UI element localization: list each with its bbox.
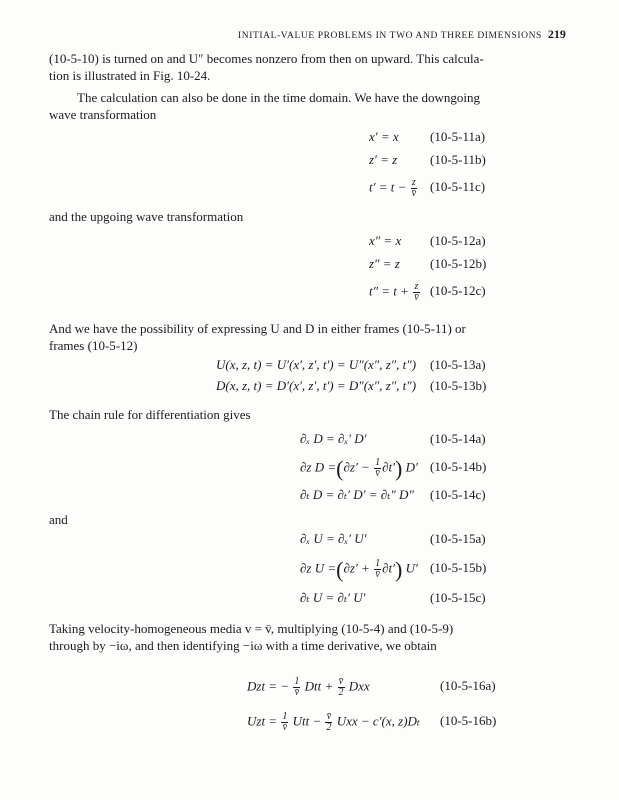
equation-10-5-11a: x′ = x — [369, 129, 399, 144]
paragraph-5: The chain rule for differentiation gives — [49, 407, 251, 422]
equation-10-5-11b: z′ = z — [369, 152, 398, 167]
paragraph-6: and — [49, 512, 68, 527]
equation-number: (10-5-11c) — [430, 179, 486, 194]
paragraph-line: And we have the possibility of expressing U and D in either frames (10-5-11) or — [49, 321, 466, 336]
paragraph-line: The calculation can also be done in the time domain. We have the downgoing — [77, 90, 481, 105]
paragraph-2 — [49, 89, 500, 123]
equation-number: (10-5-12b) — [430, 256, 487, 271]
equation-number: (10-5-16a) — [440, 678, 496, 693]
paragraph-line: wave transformation — [49, 107, 157, 122]
paragraph-3: and the upgoing wave transformation — [49, 209, 244, 224]
paragraph-7 — [49, 620, 500, 654]
equation-10-5-14c: ∂ₜ D = ∂ₜ′ D′ = ∂ₜ″ D″ — [300, 487, 414, 502]
equation-number: (10-5-14b) — [430, 459, 487, 474]
fraction: $\frac{z}{v̄}$ — [414, 281, 419, 303]
equation-10-5-16b: Uzt = $\frac{1}{v̄}$ Utt − $\frac{v̄}{2}$ Uxx − c′(x, z)Dₜ — [247, 711, 421, 733]
equation-number: (10-5-14c) — [430, 487, 486, 502]
paragraph-1 — [49, 50, 500, 84]
equation-10-5-12b: z″ = z — [369, 256, 400, 271]
equation-number: (10-5-16b) — [440, 713, 497, 728]
equation-number: (10-5-12c) — [430, 283, 486, 298]
equation-number: (10-5-13b) — [430, 378, 487, 393]
equation-10-5-11c: t′ = t − $\frac{z}{v̄}$ — [369, 177, 417, 199]
paragraph-4 — [49, 320, 500, 354]
equation-10-5-13b: D(x, z, t) = D′(x′, z′, t′) = D″(x″, z″, t″) — [216, 378, 417, 393]
paragraph-line: through by −iω, and then identifying −iω with a time derivative, we obtain — [49, 638, 437, 653]
paragraph-line: Taking velocity-homogeneous media v = v̄, multiplying (10-5-4) and (10-5-9) — [49, 621, 454, 636]
equation-number: (10-5-11a) — [430, 129, 486, 144]
equation-10-5-12a: x″ = x — [369, 233, 402, 248]
equation-number: (10-5-12a) — [430, 233, 486, 248]
equation-10-5-14a: ∂ₓ D = ∂ₓ′ D′ — [300, 431, 367, 446]
equation-number: (10-5-15a) — [430, 531, 486, 546]
equation-10-5-14b: ∂z D =(∂z′ − $\frac{1}{v̄}$ ∂t′) D′ — [300, 456, 418, 481]
equation-number: (10-5-14a) — [430, 431, 486, 446]
equation-10-5-15a: ∂ₓ U = ∂ₓ′ U′ — [300, 531, 367, 546]
paragraph-line: tion is illustrated in Fig. 10-24. — [49, 68, 211, 83]
equation-10-5-13a: U(x, z, t) = U′(x′, z′, t′) = U″(x″, z″, t″) — [216, 357, 417, 372]
equation-10-5-16a: Dzt = − $\frac{1}{v̄}$ Dtt + $\frac{v̄}{2}$ Dxx — [247, 676, 370, 698]
equation-number: (10-5-11b) — [430, 152, 486, 167]
equation-number: (10-5-15b) — [430, 560, 487, 575]
equation-10-5-15b: ∂z U =(∂z′ + $\frac{1}{v̄}$ ∂t′) U′ — [300, 557, 418, 582]
running-header — [238, 26, 566, 45]
fraction: $\frac{z}{v̄}$ — [411, 177, 417, 199]
paragraph-line: (10-5-10) is turned on and U″ becomes nonzero from then on upward. This calcula- — [49, 51, 484, 66]
equation-number: (10-5-15c) — [430, 590, 486, 605]
equation-10-5-12c: t″ = t + $\frac{z}{v̄}$ — [369, 281, 419, 303]
equation-number: (10-5-13a) — [430, 357, 486, 372]
paragraph-line: frames (10-5-12) — [49, 338, 138, 353]
equation-10-5-15c: ∂ₜ U = ∂ₜ′ U′ — [300, 590, 366, 605]
page-number: 219 — [547, 27, 566, 41]
running-title: INITIAL-VALUE PROBLEMS IN TWO AND THREE DIMENSIONS — [238, 31, 542, 41]
